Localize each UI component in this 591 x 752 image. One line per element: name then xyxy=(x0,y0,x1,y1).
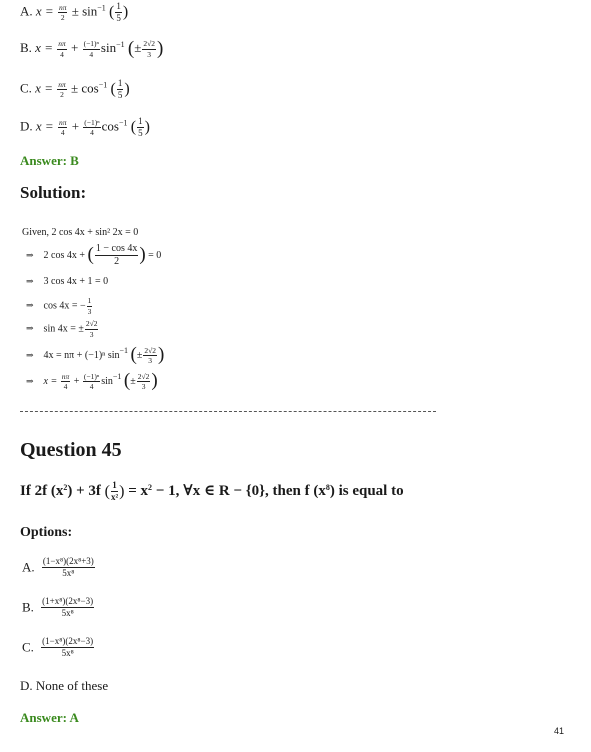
solution-line-4: ⇒ sin 4x = ± $\frac{2√2}{3}$ xyxy=(26,319,98,339)
question-text: If 2f $(x^2) + 3f$ ( $\frac{1}{\text{x²}}$ ) = $x^2 - 1$, ∀x ∈ R − {0}, then f $(x^8)$ is equal to xyxy=(20,480,404,503)
option-b: B. x = $\frac{n\pi}{4}$ + $\frac{\text{(−1)ⁿ}}{4}$ $\sin^{-1}$ (± $\frac{2√2}{3}$ ) xyxy=(20,38,164,59)
solution-line-5: ⇒ 4x = nπ + (−1)ⁿ $\sin^{-1}$ (± $\frac{2√2}{3}$ ) xyxy=(26,344,165,366)
solution-line-1: ⇒ 2 cos 4x + ( $\frac{1 - \cos 4x}{2}$ ) = 0 xyxy=(26,243,162,268)
answer-2: Answer: A xyxy=(20,710,79,725)
option-c-label: C. xyxy=(20,80,32,96)
option-a-lhs: x = xyxy=(35,3,54,19)
solution-given: Given, 2 cos 4x + sin² 2x = 0 xyxy=(22,227,139,238)
answer-1: Answer: B xyxy=(20,153,79,168)
option-d-label: D. xyxy=(20,118,33,134)
option-b-label: B. xyxy=(20,40,32,55)
page-number: 41 xyxy=(554,726,565,736)
separator-line xyxy=(20,411,436,412)
solution-line-2: ⇒ 3 cos 4x + 1 = 0 xyxy=(26,276,109,287)
option-d: D. x = $\frac{n\pi}{4}$ + $\frac{\text{(−1)ⁿ}}{4}$ $\cos^{-1}$ ( $\frac{1}{5}$ ) xyxy=(20,116,150,138)
q45-option-c: C. $\frac{\text{(1−x⁸)(2x⁸−3)}}{\text{5x⁸}}$ xyxy=(22,636,94,658)
q45-option-d: D. None of these xyxy=(20,678,109,693)
option-c: C. x = $\frac{n\pi}{2}$ ± $\cos^{-1}$ ( $\frac{1}{5}$ ) xyxy=(20,78,130,100)
solution-line-3: ⇒ cos 4x = − $\frac{1}{3}$ xyxy=(26,296,92,316)
option-a: A. x = $\frac{n\pi}{2}$ ± $\sin^{-1}$ ( $\frac{1}{5}$ ) xyxy=(20,1,129,23)
solution-line-6: ⇒ x = $\frac{n\pi}{4}$ + $\frac{\text{(−1)ⁿ}}{4}$ $\sin^{-1}$ (± $\frac{2√2}{3}$ ) xyxy=(26,370,158,392)
options-heading: Options: xyxy=(20,525,73,540)
question-title: Question 45 xyxy=(20,439,122,461)
q45-option-b: B. $\frac{\text{(1+x⁸)(2x⁸−3)}}{\text{5x⁸}}$ xyxy=(22,596,94,618)
q45-option-a: A. $\frac{\text{(1−x⁸)(2x⁸+3)}}{\text{5x⁸}}$ xyxy=(22,556,94,578)
option-a-label: A. xyxy=(20,3,33,19)
option-a-frac: $\frac{n\pi}{2}$ xyxy=(58,2,67,22)
solution-heading: Solution: xyxy=(20,183,87,202)
